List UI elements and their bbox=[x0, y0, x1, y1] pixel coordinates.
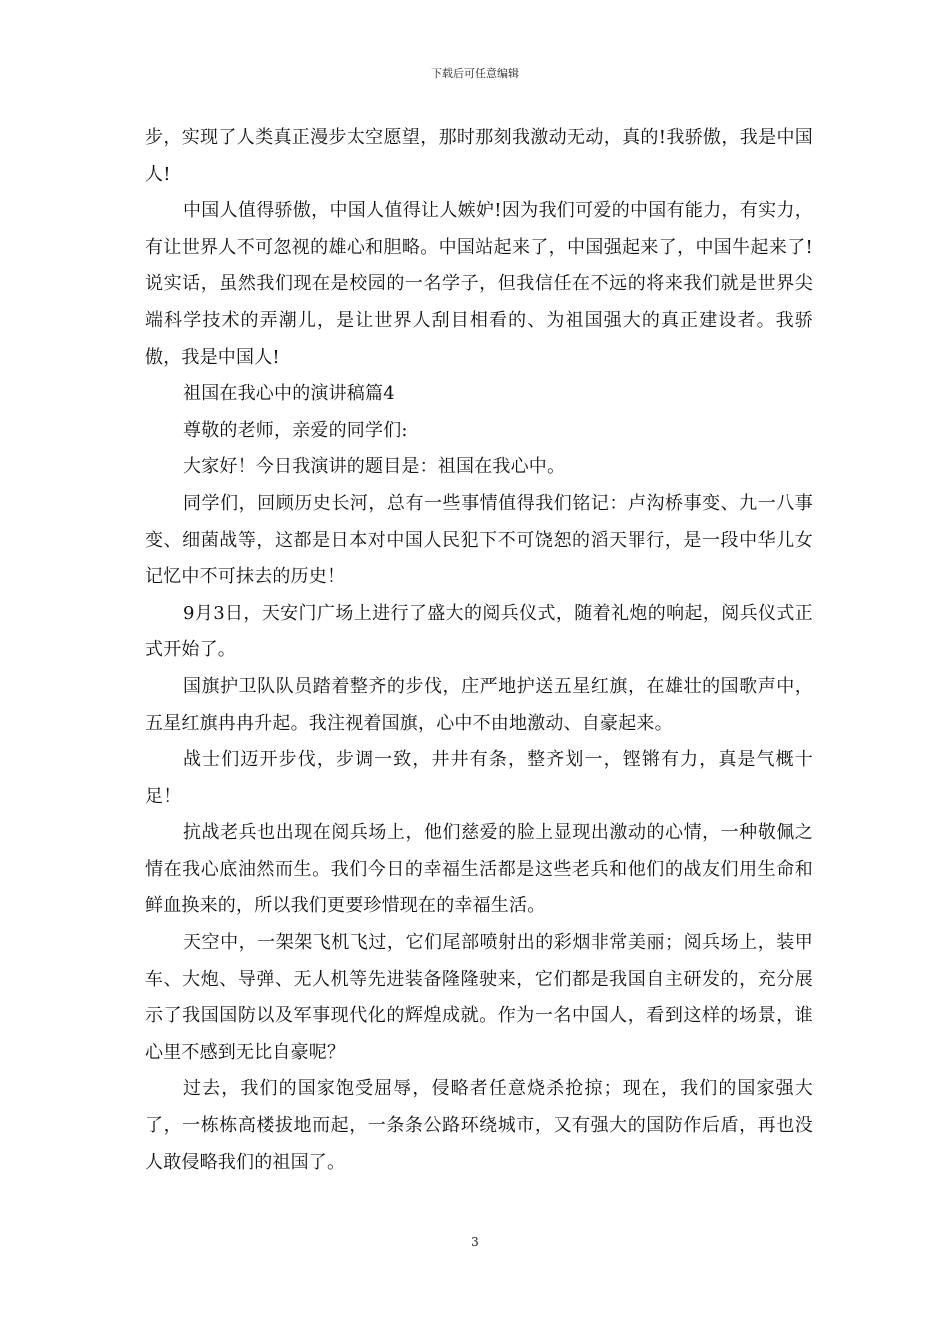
paragraph: 国旗护卫队队员踏着整齐的步伐，庄严地护送五星红旗，在雄壮的国歌声中，五星红旗冉冉升起。我注视着国旗，心中不由地激动、自豪起来。 bbox=[145, 675, 813, 734]
section-title: 祖国在我心中的演讲稿篇4 bbox=[183, 383, 395, 405]
paragraph: 9月3日，天安门广场上进行了盛大的阅兵仪式，随着礼炮的响起，阅兵仪式正式开始了。 bbox=[145, 602, 813, 661]
paragraph: 过去，我们的国家饱受屈辱，侵略者任意烧杀抢掠；现在，我们的国家强大了，一栋栋高楼拔地而起，一条条公路环绕城市，又有强大的国防作后盾，再也没人敢侵略我们的祖国了。 bbox=[145, 1078, 813, 1173]
paragraph: 天空中，一架架飞机飞过，它们尾部喷射出的彩烟非常美丽；阅兵场上，装甲车、大炮、导弹、无人机等先进装备隆隆驶来，它们都是我国自主研发的，充分展示了我国国防以及军事现代化的辉煌成就。作为一名中国人，看到这样的场景，谁心里不感到无比自豪呢？ bbox=[145, 932, 813, 1063]
paragraph: 战士们迈开步伐，步调一致，井井有条，整齐划一，铿锵有力，真是气概十足！ bbox=[145, 749, 813, 807]
paragraph: 中国人值得骄傲，中国人值得让人嫉妒!因为我们可爱的中国有能力，有实力，有让世界人不可忽视的雄心和胆略。中国站起来了，中国强起来了，中国牛起来了!说实话，虽然我们现在是校园的一名学子，但我信任在不远的将来我们就是世界尖端科学技术的弄潮儿，是让世界人刮目相看的、为祖国强大的真正建设者。我骄傲，我是中国人! bbox=[145, 200, 813, 368]
salutation: 尊敬的老师，亲爱的同学们: bbox=[183, 419, 408, 441]
paragraph: 同学们，回顾历史长河，总有一些事情值得我们铭记：卢沟桥事变、九一八事变、细菌战等，这都是日本对中国人民犯下不可饶恕的滔天罪行，是一段中华儿女记忆中不可抹去的历史！ bbox=[145, 492, 813, 588]
greeting: 大家好！今日我演讲的题目是：祖国在我心中。 bbox=[183, 456, 566, 478]
page-header-note: 下载后可任意编辑 bbox=[431, 67, 519, 80]
paragraph-continuation: 步，实现了人类真正漫步太空愿望，那时那刻我激动无动，真的!我骄傲，我是中国人! bbox=[145, 127, 813, 185]
document-body bbox=[145, 120, 813, 1181]
page-number: 3 bbox=[471, 1235, 479, 1249]
paragraph: 抗战老兵也出现在阅兵场上，他们慈爱的脸上显现出激动的心情，一种敬佩之情在我心底油然而生。我们今日的幸福生活都是这些老兵和他们的战友们用生命和鲜血换来的，所以我们更要珍惜现在的幸福生活。 bbox=[145, 822, 813, 917]
